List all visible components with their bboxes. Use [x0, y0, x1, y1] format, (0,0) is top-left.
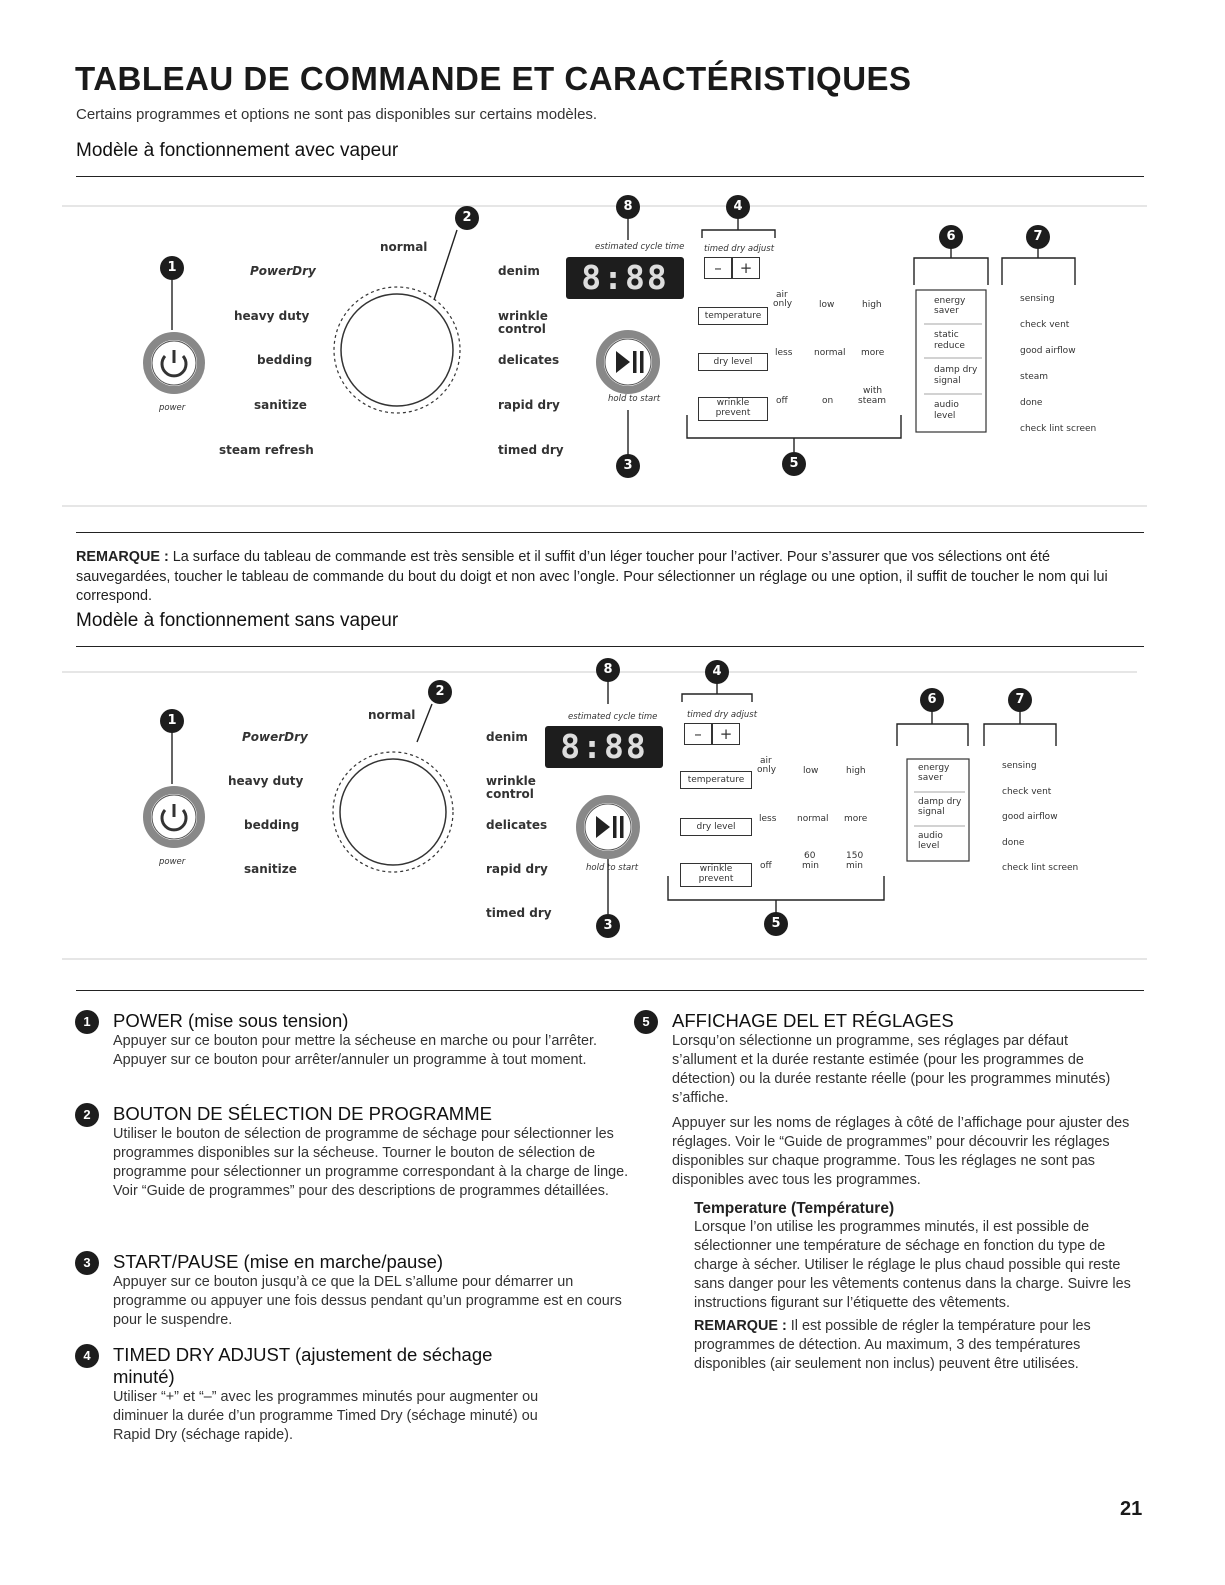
callout-4: 4	[726, 195, 750, 219]
status-sensing: sensing	[1020, 294, 1055, 304]
cycle-bedding[interactable]: bedding	[257, 353, 313, 367]
section-power	[83, 1010, 638, 1070]
cycle-timed-dry[interactable]: timed dry	[498, 443, 564, 457]
temp-low: low	[819, 300, 835, 310]
temp-air: air	[760, 756, 772, 766]
led-display: 8:88	[545, 726, 663, 768]
opt-audio[interactable]: audio	[934, 400, 959, 410]
section-title: AFFICHAGE DEL ET RÉGLAGES	[672, 1010, 954, 1031]
section-timed-dry-adjust	[83, 1344, 543, 1445]
callout-7: 7	[1008, 688, 1032, 712]
cycle-bedding[interactable]: bedding	[244, 818, 300, 832]
page-number: 21	[1120, 1498, 1143, 1520]
callout-4: 4	[705, 660, 729, 684]
dry-less: less	[759, 814, 777, 824]
cycle-normal[interactable]: normal	[368, 708, 416, 722]
divider	[76, 990, 1144, 991]
callout-1: 1	[160, 709, 184, 733]
note-body: Il est possible de régler la température pour les programmes de détection. Au maximum, 3 des températures disponibles (air seulement non inclus) peuvent être utilisées.	[694, 1318, 1091, 1372]
plus-button[interactable]: +	[732, 257, 760, 279]
cycle-control[interactable]: control	[486, 787, 534, 801]
wrinkle-prevent-button[interactable]	[698, 397, 768, 421]
section-body-1: Lorsqu’on sélectionne un programme, ses réglages par défaut s’allument et la durée restante estimée (pour les programmes de détection) ou la durée restante réelle (pour les programmes minutés) s’affiche.	[672, 1033, 1111, 1106]
cycle-timed-dry[interactable]: timed dry	[486, 906, 552, 920]
cycle-control[interactable]: control	[498, 322, 546, 336]
section-body: Appuyer sur ce bouton pour mettre la sécheuse en marche ou pour l’arrêter. Appuyer sur ce bouton pour arrêter/annuler un programme à tout moment.	[113, 1033, 597, 1068]
timed-dry-adjust-label: timed dry adjust	[687, 710, 758, 720]
cycle-delicates[interactable]: delicates	[486, 818, 548, 832]
wrinkle-text: wrinkle	[699, 864, 733, 874]
section-title: TIMED DRY ADJUST (ajustement de séchage minuté)	[113, 1344, 493, 1387]
status-check-lint-screen: check lint screen	[1002, 863, 1079, 873]
cycle-rapid-dry[interactable]: rapid dry	[486, 862, 548, 876]
hold-to-start-label: hold to start	[586, 863, 639, 873]
opt-signal[interactable]: signal	[934, 376, 961, 386]
temp-high: high	[846, 766, 866, 776]
dry-normal: normal	[814, 348, 846, 358]
opt-damp-dry[interactable]: damp dry	[934, 365, 978, 375]
cycle-wrinkle[interactable]: wrinkle	[486, 774, 536, 788]
divider	[76, 532, 1144, 533]
callout-8: 8	[616, 195, 640, 219]
estimated-cycle-time-label: estimated cycle time	[568, 712, 658, 722]
status-sensing: sensing	[1002, 761, 1037, 771]
section-title: START/PAUSE (mise en marche/pause)	[113, 1251, 444, 1272]
cycle-sanitize[interactable]: sanitize	[244, 862, 297, 876]
wrinkle-150: 150	[846, 851, 864, 861]
cycle-sanitize[interactable]: sanitize	[254, 398, 307, 412]
section-number-3: 3	[75, 1251, 99, 1275]
callout-5: 5	[782, 452, 806, 476]
section-led-display	[642, 1010, 1132, 1374]
hold-to-start-label: hold to start	[608, 394, 661, 404]
dry-less: less	[775, 348, 793, 358]
cycle-steam-refresh[interactable]: steam refresh	[219, 443, 314, 457]
opt-signal[interactable]: signal	[918, 807, 945, 817]
cycle-delicates[interactable]: delicates	[498, 353, 560, 367]
section-number-2: 2	[75, 1103, 99, 1127]
prevent-text: prevent	[698, 874, 734, 884]
callout-1: 1	[160, 256, 184, 280]
timed-dry-adjust-label: timed dry adjust	[704, 244, 775, 254]
status-done: done	[1020, 398, 1043, 408]
status-check-vent: check vent	[1002, 787, 1052, 797]
status-done: done	[1002, 838, 1025, 848]
callout-6: 6	[939, 225, 963, 249]
wrinkle-off: off	[776, 396, 788, 406]
wrinkle-steam: steam	[858, 396, 887, 406]
section-start-pause	[83, 1251, 638, 1330]
prevent-text: prevent	[715, 408, 751, 418]
wrinkle-off: off	[760, 861, 772, 871]
temperature-button[interactable]: temperature	[698, 307, 768, 325]
opt-saver[interactable]: saver	[918, 773, 943, 783]
subsection-body: Lorsque l’on utilise les programmes minutés, il est possible de sélectionner une température de séchage en fonction du type de charge à sécher. Utiliser le réglage le plus chaud possible qui reste sans danger pour les vêtements contenus dans la charge. Suivre les instructions figurant sur l’étiquette des vêtements.	[694, 1219, 1131, 1311]
dry-normal: normal	[797, 814, 829, 824]
status-good-airflow: good airflow	[1002, 812, 1058, 822]
minus-button[interactable]: –	[684, 723, 712, 745]
divider	[76, 176, 1144, 177]
section-body-2: Appuyer sur les noms de réglages à côté de l’affichage pour ajuster des réglages. Voir le “Guide de programmes” pour découvrir les réglages disponibles sur chaque programme. Tous les réglages ne sont pas disponibles avec tous les programmes.	[672, 1115, 1130, 1188]
status-check-vent: check vent	[1020, 320, 1070, 330]
section-number-4: 4	[75, 1344, 99, 1368]
callout-2: 2	[428, 680, 452, 704]
callout-7: 7	[1026, 225, 1050, 249]
nosteam-model-heading: Modèle à fonctionnement sans vapeur	[76, 610, 399, 631]
wrinkle-with: with	[863, 386, 883, 396]
opt-saver[interactable]: saver	[934, 306, 959, 316]
led-display: 8:88	[566, 257, 684, 299]
remarque-text: La surface du tableau de commande est très sensible et il suffit d’un léger toucher pour l’activer. Pour s’assurer que vos sélections ont été sauvegardées, toucher le tableau de commande du bout du doigt et non avec l’ongle. Pour sélectionner un réglage ou une option, il suffit de toucher le nom qui lui correspond.	[76, 549, 1108, 604]
dry-more: more	[861, 348, 885, 358]
opt-damp-dry[interactable]: damp dry	[918, 797, 962, 807]
minus-button[interactable]: –	[704, 257, 732, 279]
opt-reduce[interactable]: reduce	[934, 341, 965, 351]
section-number-1: 1	[75, 1010, 99, 1034]
section-body: Utiliser “+” et “–” avec les programmes minutés pour augmenter ou diminuer la durée d’un programme Timed Dry (séchage minuté) ou Rapid Dry (séchage rapide).	[113, 1389, 539, 1443]
section-body: Appuyer sur ce bouton jusqu’à ce que la DEL s’allume pour démarrer un programme ou appuyer une fois dessus pendant qu’un programme est en cours pour le suspendre.	[113, 1274, 622, 1328]
dry-more: more	[844, 814, 868, 824]
section-number-5: 5	[634, 1010, 658, 1034]
status-check-lint-screen: check lint screen	[1020, 424, 1097, 434]
opt-audio[interactable]: audio	[918, 831, 943, 841]
callout-8: 8	[596, 658, 620, 682]
wrinkle-text: wrinkle	[716, 398, 750, 408]
steam-model-heading: Modèle à fonctionnement avec vapeur	[76, 140, 399, 161]
wrinkle-60: 60	[804, 851, 816, 861]
wrinkle-on: on	[822, 396, 834, 406]
status-steam: steam	[1020, 372, 1049, 382]
plus-button[interactable]: +	[712, 723, 740, 745]
opt-level[interactable]: level	[934, 411, 956, 421]
temperature-button[interactable]: temperature	[680, 771, 752, 789]
estimated-cycle-time-label: estimated cycle time	[595, 242, 685, 252]
status-good-airflow: good airflow	[1020, 346, 1076, 356]
opt-energy[interactable]: energy	[934, 296, 966, 306]
callout-6: 6	[920, 688, 944, 712]
divider	[76, 646, 1144, 647]
nosteam-control-panel	[62, 656, 1152, 976]
callout-3: 3	[616, 454, 640, 478]
section-body: Utiliser le bouton de sélection de programme de séchage pour sélectionner les programmes disponibles sur la sécheuse. Tourner le bouton de sélection de programme pour sélectionner un programme correspondant à la charge de linge. Voir “Guide de programmes” pour des descriptions de programmes détaillées.	[113, 1126, 629, 1199]
wrinkle-prevent-button[interactable]	[680, 863, 752, 887]
opt-level[interactable]: level	[918, 841, 940, 851]
subsection-title: Temperature (Température)	[694, 1200, 895, 1217]
section-title: POWER (mise sous tension)	[113, 1010, 349, 1031]
wrinkle-150-min: min	[846, 861, 863, 871]
cycle-powerdry[interactable]: PowerDry	[242, 730, 308, 744]
opt-energy[interactable]: energy	[918, 763, 950, 773]
temp-air: air	[776, 290, 788, 300]
cycle-heavy-duty[interactable]: heavy duty	[228, 774, 304, 788]
remarque-note	[76, 548, 1146, 607]
dry-level-button[interactable]: dry level	[698, 353, 768, 371]
cycle-denim[interactable]: denim	[486, 730, 528, 744]
temp-low: low	[803, 766, 819, 776]
section-program-knob	[83, 1103, 638, 1201]
dry-level-button[interactable]: dry level	[680, 818, 752, 836]
temp-only: only	[773, 299, 793, 309]
page-subtitle: Certains programmes et options ne sont pas disponibles sur certains modèles.	[76, 106, 598, 123]
power-label: power	[159, 403, 186, 413]
temp-only: only	[757, 765, 777, 775]
steam-panel-lines	[62, 190, 1152, 520]
wrinkle-60-min: min	[802, 861, 819, 871]
cycle-wrinkle[interactable]: wrinkle	[498, 309, 548, 323]
remarque-label: REMARQUE :	[76, 549, 169, 565]
cycle-heavy-duty[interactable]: heavy duty	[234, 309, 310, 323]
temperature-subsection	[694, 1200, 1132, 1374]
callout-2: 2	[455, 206, 479, 230]
steam-control-panel	[62, 190, 1152, 520]
cycle-normal[interactable]: normal	[380, 240, 428, 254]
subsection-note	[694, 1317, 1132, 1374]
cycle-denim[interactable]: denim	[498, 264, 540, 278]
cycle-rapid-dry[interactable]: rapid dry	[498, 398, 560, 412]
cycle-powerdry[interactable]: PowerDry	[250, 264, 316, 278]
opt-static[interactable]: static	[934, 330, 959, 340]
note-label: REMARQUE :	[694, 1318, 787, 1334]
section-title: BOUTON DE SÉLECTION DE PROGRAMME	[113, 1103, 492, 1124]
callout-3: 3	[596, 914, 620, 938]
page-title: TABLEAU DE COMMANDE ET CARACTÉRISTIQUES	[75, 60, 912, 97]
callout-5: 5	[764, 912, 788, 936]
power-label: power	[159, 857, 186, 867]
temp-high: high	[862, 300, 882, 310]
